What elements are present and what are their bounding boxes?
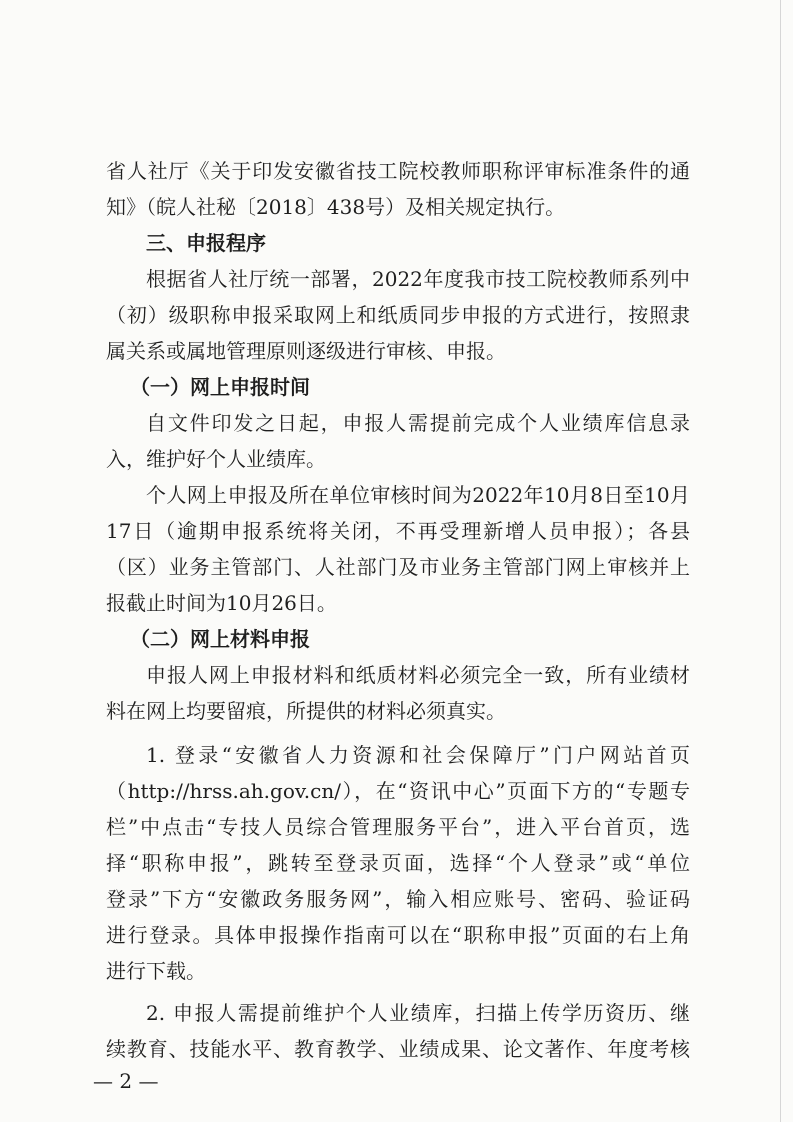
page-number: — 2 — <box>93 1069 159 1093</box>
page-edge <box>780 0 781 1122</box>
body-line: 省人社厅《关于印发安徽省技工院校教师职称评审标准条件的通 <box>106 159 690 183</box>
body-line: 自文件印发之日起，申报人需提前完成个人业绩库信息录 <box>146 411 690 435</box>
body-line: 知》（皖人社秘〔2018〕438号）及相关规定执行。 <box>106 195 566 219</box>
body-line: 进行登录。具体申报操作指南可以在“职称申报”页面的右上角 <box>106 923 690 947</box>
body-line: 属关系或属地管理原则逐级进行审核、申报。 <box>106 339 506 363</box>
body-line: 2. 申报人需提前维护个人业绩库，扫描上传学历资历、继 <box>146 1001 690 1025</box>
body-line: 根据省人社厅统一部署，2022年度我市技工院校教师系列中 <box>146 267 690 291</box>
body-line: 登录”下方“安徽政务服务网”，输入相应账号、密码、验证码 <box>106 887 690 911</box>
body-line: （http://hrss.ah.gov.cn/），在“资讯中心”页面下方的“专题专 <box>106 779 690 803</box>
body-line: 申报人网上申报材料和纸质材料必须完全一致，所有业绩材 <box>146 663 690 687</box>
body-line: 栏”中点击“专技人员综合管理服务平台”，进入平台首页，选 <box>106 815 690 839</box>
body-line: 续教育、技能水平、教育教学、业绩成果、论文著作、年度考核 <box>106 1037 690 1061</box>
body-line: 1. 登录“安徽省人力资源和社会保障厅”门户网站首页 <box>146 743 690 767</box>
body-line: （区）业务主管部门、人社部门及市业务主管部门网上审核并上 <box>106 555 690 579</box>
section-heading: 三、申报程序 <box>146 231 266 255</box>
body-line: 择“职称申报”，跳转至登录页面，选择“个人登录”或“单位 <box>106 851 690 875</box>
body-line: 料在网上均要留痕，所提供的材料必须真实。 <box>106 699 506 723</box>
body-line: （初）级职称申报采取网上和纸质同步申报的方式进行，按照隶 <box>106 303 690 327</box>
body-line: 入，维护好个人业绩库。 <box>106 447 326 471</box>
subsection-heading: （一）网上申报时间 <box>130 375 310 399</box>
body-line: 进行下载。 <box>106 959 206 983</box>
body-line: 17日（逾期申报系统将关闭，不再受理新增人员申报）；各县 <box>106 519 690 543</box>
subsection-heading: （二）网上材料申报 <box>130 627 310 651</box>
body-line: 报截止时间为10月26日。 <box>106 591 337 615</box>
body-line: 个人网上申报及所在单位审核时间为2022年10月8日至10月 <box>146 483 690 507</box>
